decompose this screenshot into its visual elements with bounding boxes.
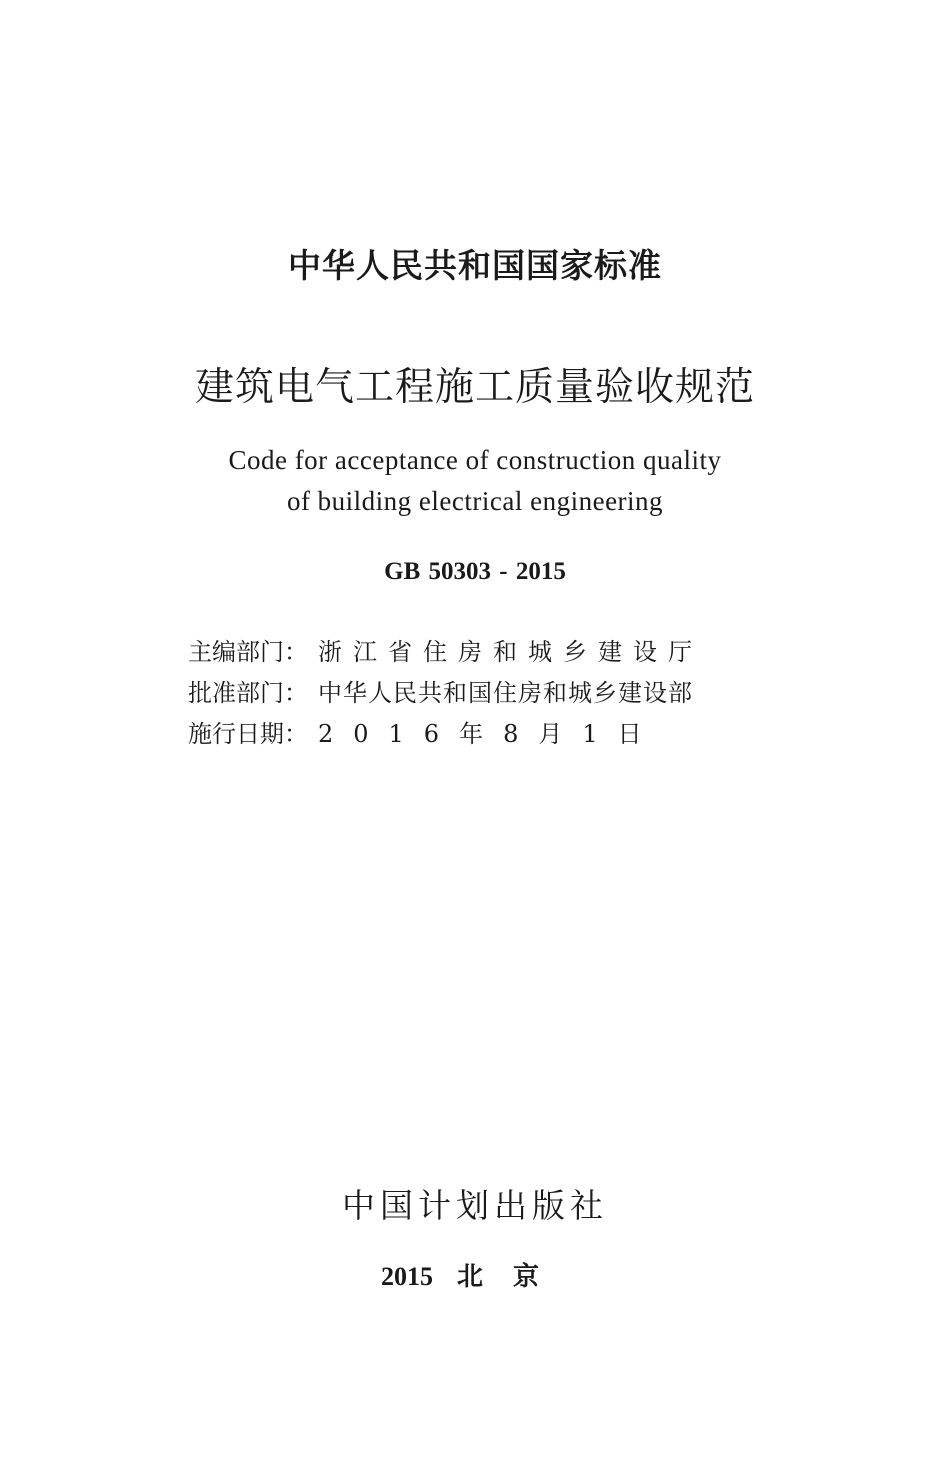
english-title-line-1: Code for acceptance of construction quality — [228, 445, 722, 475]
publication-place — [0, 1256, 950, 1293]
editor-department-label: 主编部门： — [188, 638, 308, 666]
document-title-chinese: 建筑电气工程施工质量验收规范 — [194, 365, 755, 410]
approver-department-row — [188, 673, 748, 708]
editor-department-value: 浙江省住房和城乡建设厅 — [318, 638, 703, 666]
effective-date-row — [188, 714, 748, 749]
effective-date-value: 2016年8月1日 — [318, 720, 662, 748]
standard-code: GB 50303 - 2015 — [384, 558, 566, 585]
publisher-name: 中国计划出版社 — [342, 1186, 608, 1225]
publication-city: 北京 — [456, 1262, 569, 1291]
approver-department-value: 中华人民共和国住房和城乡建设部 — [318, 679, 693, 707]
document-title-english — [0, 440, 950, 522]
english-title-line-2: of building electrical engineering — [286, 486, 664, 516]
national-standard-heading: 中华人民共和国国家标准 — [288, 246, 662, 285]
editor-department-row — [188, 632, 748, 667]
approver-department-label: 批准部门： — [188, 679, 308, 707]
publication-year: 2015 — [380, 1262, 433, 1291]
effective-date-label: 施行日期： — [188, 720, 308, 748]
